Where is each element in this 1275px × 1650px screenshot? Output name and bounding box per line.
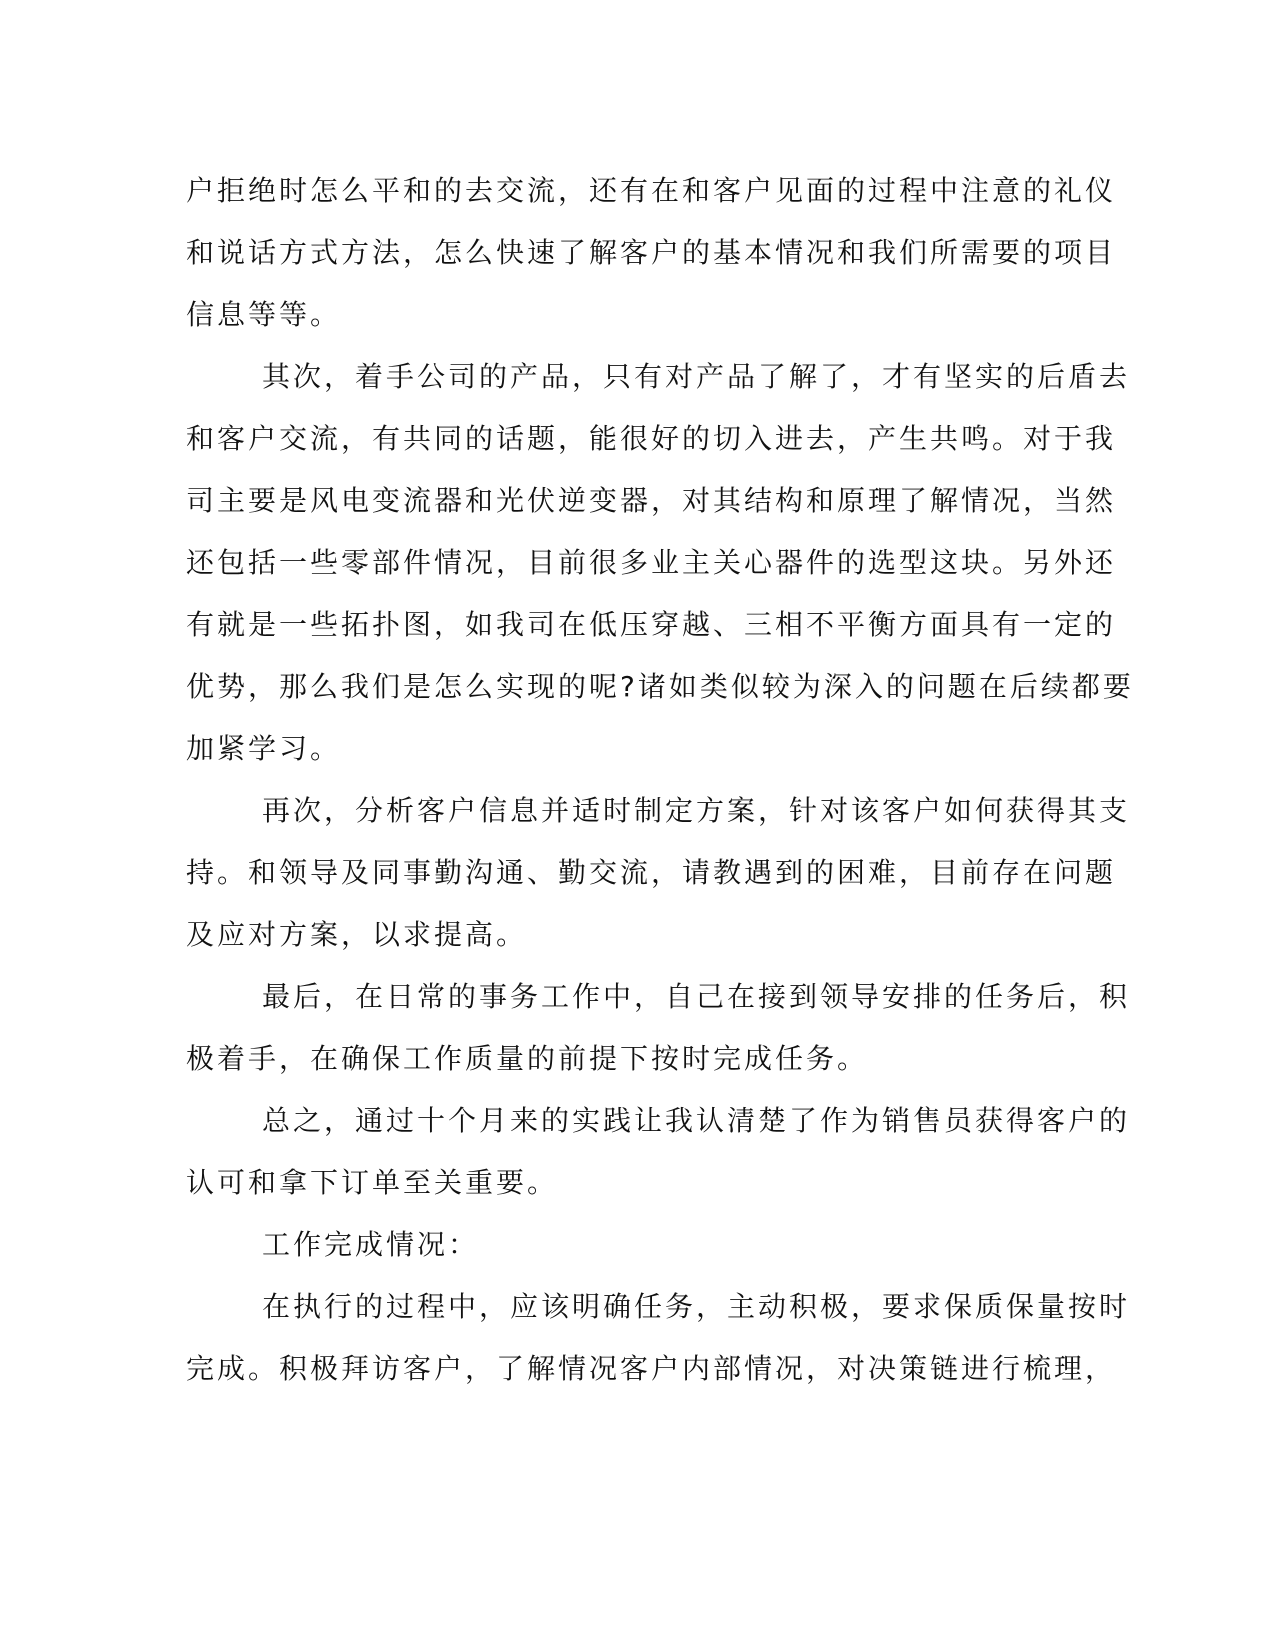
text-line: 优势，那么我们是怎么实现的呢?诸如类似较为深入的问题在后续都要 (186, 670, 1134, 703)
text-line: 最后，在日常的事务工作中，自己在接到领导安排的任务后，积 (262, 980, 1131, 1013)
text-line: 加紧学习。 (186, 732, 342, 765)
text-line: 极着手，在确保工作质量的前提下按时完成任务。 (186, 1042, 869, 1075)
text-line: 持。和领导及同事勤沟通、勤交流，请教遇到的困难，目前存在问题 (186, 856, 1117, 889)
text-line: 还包括一些零部件情况，目前很多业主关心器件的选型这块。另外还 (186, 546, 1117, 579)
text-line: 其次，着手公司的产品，只有对产品了解了，才有坚实的后盾去 (262, 360, 1131, 393)
text-line: 和客户交流，有共同的话题，能很好的切入进去，产生共鸣。对于我 (186, 422, 1117, 455)
text-line: 信息等等。 (186, 298, 342, 331)
text-line: 司主要是风电变流器和光伏逆变器，对其结构和原理了解情况，当然 (186, 484, 1117, 517)
text-line: 在执行的过程中，应该明确任务，主动积极，要求保质保量按时 (262, 1290, 1131, 1323)
text-line: 工作完成情况： (262, 1228, 480, 1261)
document-body (186, 160, 1134, 1400)
text-line: 有就是一些拓扑图，如我司在低压穿越、三相不平衡方面具有一定的 (186, 608, 1117, 641)
text-line: 完成。积极拜访客户，了解情况客户内部情况，对决策链进行梳理， (186, 1352, 1117, 1385)
text-line: 户拒绝时怎么平和的去交流，还有在和客户见面的过程中注意的礼仪 (186, 174, 1117, 207)
text-line: 认可和拿下订单至关重要。 (186, 1166, 559, 1199)
text-line: 和说话方式方法，怎么快速了解客户的基本情况和我们所需要的项目 (186, 236, 1117, 269)
text-line: 及应对方案，以求提高。 (186, 918, 528, 951)
text-line: 再次，分析客户信息并适时制定方案，针对该客户如何获得其支 (262, 794, 1131, 827)
text-line: 总之，通过十个月来的实践让我认清楚了作为销售员获得客户的 (262, 1104, 1131, 1137)
